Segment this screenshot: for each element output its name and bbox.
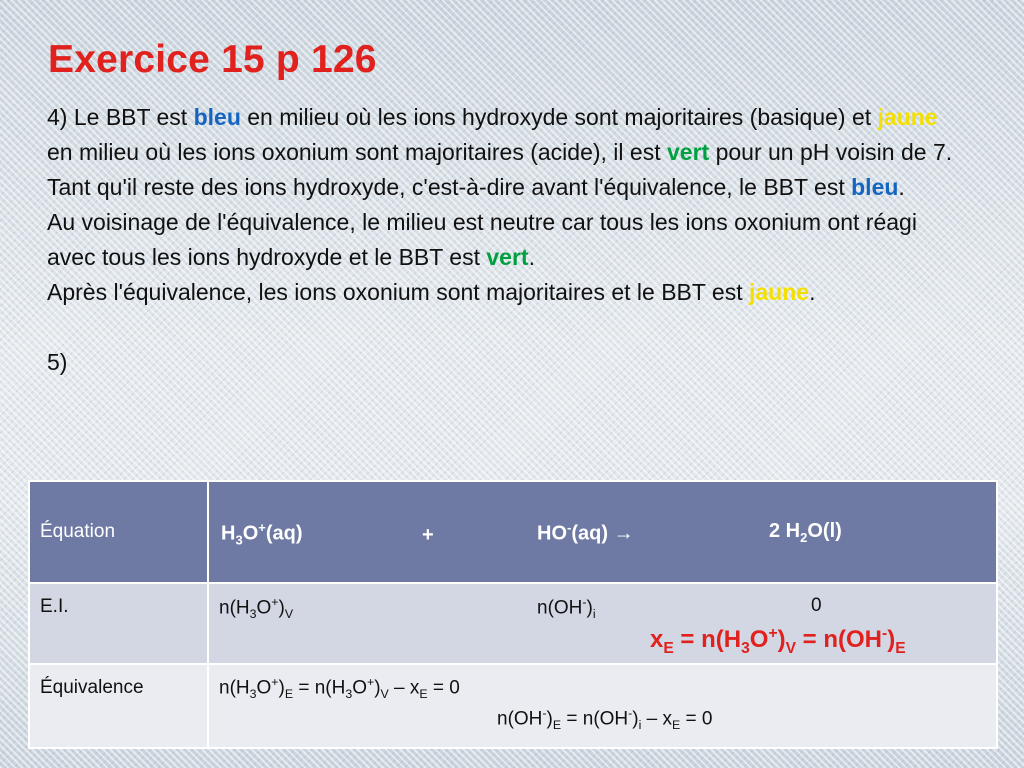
word-vert: vert	[667, 139, 710, 165]
text-segment: = 0	[432, 677, 460, 699]
question-5-label: 5)	[47, 349, 68, 375]
explanation-text	[47, 100, 957, 380]
row-values-cell	[208, 664, 997, 748]
table-header-row	[29, 481, 997, 583]
equivalence-h3o-relation: $n(H_3O^+)_E = n(H_3O^+)_V - x_E = 0$	[219, 675, 460, 702]
text-segment: .	[528, 244, 535, 270]
word-bleu: bleu	[193, 104, 241, 130]
paragraph-after-equivalence	[47, 275, 957, 310]
initial-water-amount: 0	[811, 595, 822, 616]
slide-title: Exercice 15 p 126	[48, 38, 377, 81]
text-segment: .	[898, 174, 905, 200]
header-reaction-cell	[208, 481, 997, 583]
equivalence-amounts	[209, 665, 996, 735]
text-segment: .	[809, 279, 816, 305]
reactant-ho: HO-(aq) →	[537, 520, 634, 545]
text-segment: = 0	[685, 708, 713, 730]
product-water: 2 $H_2O(l)$	[769, 520, 842, 545]
text-segment: Au voisinage de l'équivalence, le milieu est neutre car tous les ions oxonium ont réagi avec tous les ions hydroxyde et le BBT est	[47, 209, 917, 270]
row-label-cell	[29, 664, 208, 748]
header-equation-label: Équation	[40, 521, 116, 542]
progress-table	[28, 480, 998, 749]
reactant-h3o: $H_3O^+(aq)$	[221, 520, 303, 548]
word-jaune: jaune	[877, 104, 938, 130]
word-jaune: jaune	[748, 279, 810, 305]
row-label-cell	[29, 583, 208, 664]
text-segment: Tant qu'il reste des ions hydroxyde, c'est-à-dire avant l'équivalence, le BBT est	[47, 174, 852, 200]
reaction-equation	[209, 482, 996, 582]
row-label-equivalence: Équivalence	[40, 677, 144, 698]
paragraph-bbt-colors	[47, 100, 957, 170]
text-segment: Après l'équivalence, les ions oxonium sont majoritaires et le BBT est	[47, 279, 749, 305]
text-segment: en milieu où les ions hydroxyde sont majoritaires (basique) et	[240, 104, 878, 130]
initial-oh-amount: $n(OH^-)_i$	[537, 595, 596, 622]
equivalence-oh-relation: $n(OH^-)_E = n(OH^-)_i - x_E = 0$	[497, 706, 713, 733]
header-equation-cell	[29, 481, 208, 583]
table-row-equivalence	[29, 664, 997, 748]
row-label-ei: E.I.	[40, 596, 69, 617]
reaction-arrow: →	[613, 522, 634, 545]
equivalence-condition-note: $x_E = n(H_3O^+)_V = n(OH^-)_E$	[650, 625, 906, 657]
word-vert: vert	[486, 244, 529, 270]
text-segment: 4) Le BBT est	[47, 104, 194, 130]
paragraph-before-equivalence	[47, 170, 957, 205]
paragraph-at-equivalence	[47, 205, 957, 275]
word-bleu: bleu	[851, 174, 899, 200]
plus-sign: +	[422, 524, 434, 546]
text-segment: en milieu où les ions oxonium sont majoritaires (acide), il est	[47, 139, 667, 165]
text-segment: pour un pH voisin de 7.	[709, 139, 953, 165]
initial-h3o-amount: $n(H_3O^+)_V$	[219, 595, 294, 622]
